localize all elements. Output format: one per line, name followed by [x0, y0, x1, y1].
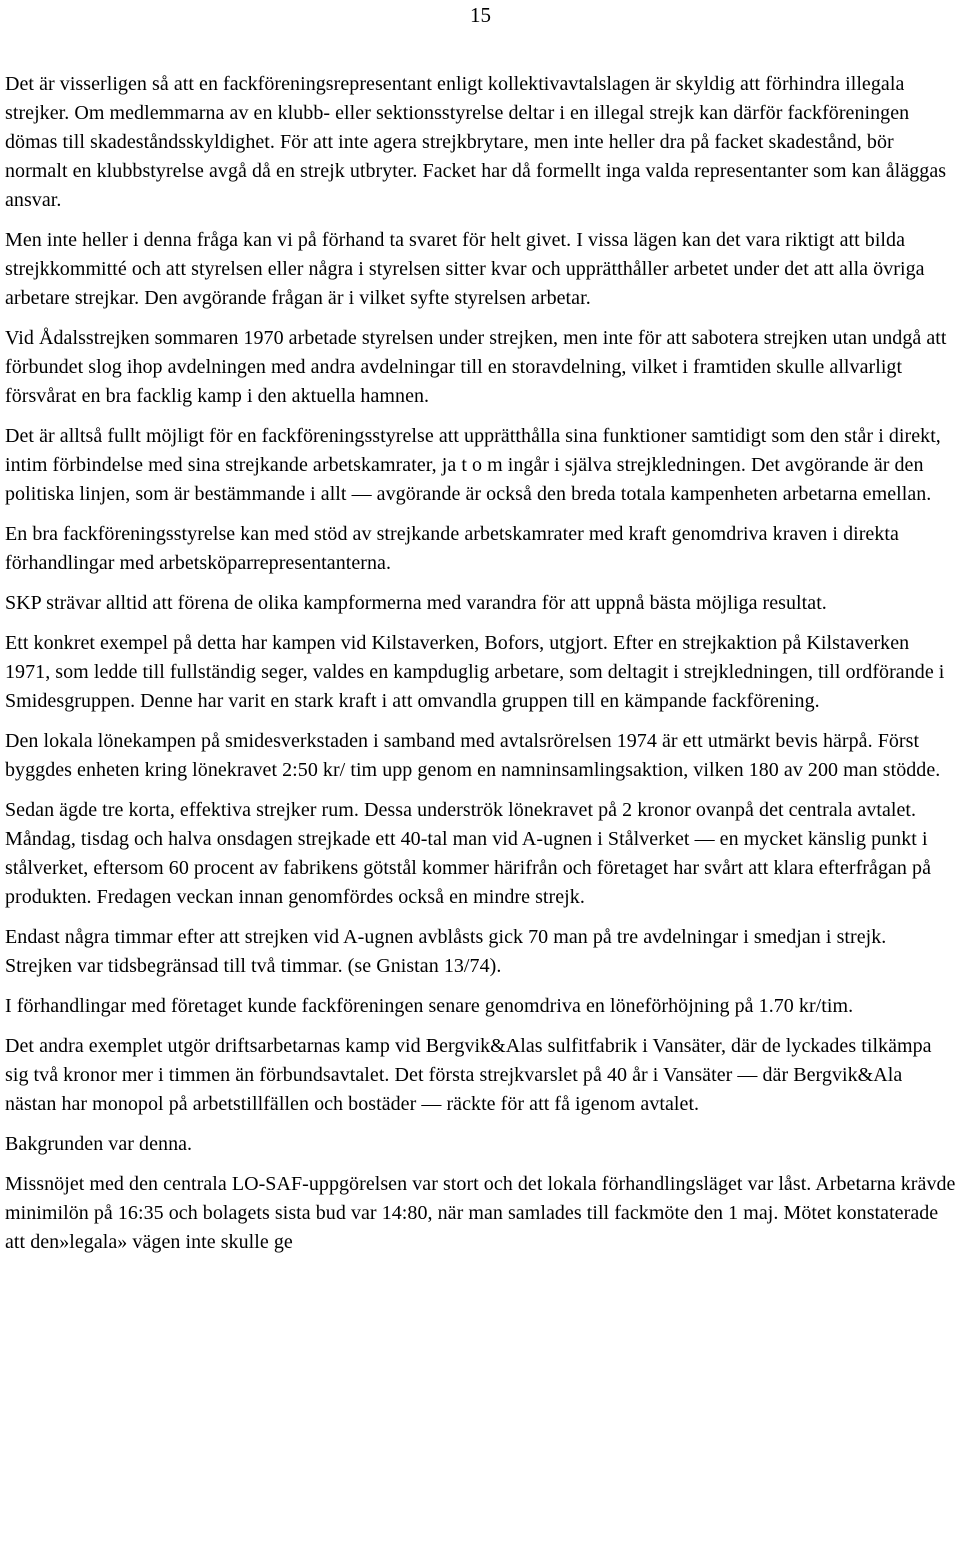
paragraph: SKP strävar alltid att förena de olika kampformerna med varandra för att uppnå bästa möjliga resultat. — [5, 592, 827, 614]
paragraph: Den lokala lönekampen på smidesverkstaden i samband med avtalsrörelsen 1974 är ett utmärkt bevis härpå. Först byggdes enheten kring lönekravet 2:50 kr/ tim upp genom en namninsamlingsaktion, vilken 180 av 200 man stödde. — [5, 730, 941, 781]
paragraph: Ett konkret exempel på detta har kampen vid Kilstaverken, Bofors, utgjort. Efter en strejkaktion på Kilstaverken 1971, som ledde till fullständig seger, valdes en kampduglig arbetare, som deltagit i strejkledningen, till ordförande i Smidesgruppen. Denne har varit en stark kraft i att omvandla gruppen till en kämpande fackförening. — [5, 632, 945, 712]
paragraph: Men inte heller i denna fråga kan vi på förhand ta svaret för helt givet. I vissa lägen kan det vara riktigt att bilda strejkkommitté och att styrelsen eller några i styrelsen sitter kvar och upprätthåller arbetet under det att alla övriga arbetare strejkar. Den avgörande frågan är i vilket syfte styrelsen arbetar. — [5, 229, 925, 309]
paragraph: Det är visserligen så att en fackföreningsrepresentant enligt kollektivavtalslagen är skyldig att förhindra illegala strejker. Om medlemmarna av en klubb- eller sektionsstyrelse deltar i en illegal strejk kan därför fackföreningen dömas till skadeståndsskyldighet. För att inte agera strejkbrytare, men inte heller dra på facket skadestånd, bör normalt en klubbstyrelse avgå då en strejk utbryter. Facket har då formellt inga valda representanter som kan åläggas ansvar. — [5, 73, 947, 211]
page-number: 15 — [470, 3, 491, 27]
paragraph: I förhandlingar med företaget kunde fackföreningen senare genomdriva en löneförhöjning på 1.70 kr/tim. — [5, 995, 854, 1017]
paragraph: Vid Ådalsstrejken sommaren 1970 arbetade styrelsen under strejken, men inte för att sabotera strejken utan undgå att förbundet slog ihop avdelningen med andra avdelningar till en storavdelning, vilket i framtiden skulle allvarligt försvårat en bra facklig kamp i den aktuella hamnen. — [5, 327, 947, 407]
paragraph: Endast några timmar efter att strejken vid A-ugnen avblåsts gick 70 man på tre avdelningar i smedjan i strejk. Strejken var tidsbegränsad till två timmar. (se Gnistan 13/74). — [5, 926, 887, 977]
paragraph: Det är alltså fullt möjligt för en fackföreningsstyrelse att upprätthålla sina funktioner samtidigt som den står i direkt, intim förbindelse med sina strejkande arbetskamrater, ja t o m ingår i själva strejkledningen. Det avgörande är den politiska linjen, som är bestämmande i allt — avgörande är också den breda totala kampenheten arbetarna emellan. — [5, 425, 941, 505]
paragraph: En bra fackföreningsstyrelse kan med stöd av strejkande arbetskamrater med kraft genomdriva kraven i direkta förhandlingar med arbetsköparrepresentanterna. — [5, 523, 899, 574]
document-body — [5, 70, 956, 1268]
paragraph: Missnöjet med den centrala LO-SAF-uppgörelsen var stort och det lokala förhandlingsläget var låst. Arbetarna krävde minimilön på 16:35 och bolagets sista bud var 14:80, när man samlades till fackmöte den 1 maj. Mötet konstaterade att den»legala» vägen inte skulle ge — [5, 1173, 956, 1253]
paragraph: Sedan ägde tre korta, effektiva strejker rum. Dessa underströk lönekravet på 2 kronor ovanpå det centrala avtalet. Måndag, tisdag och halva onsdagen strejkade ett 40-tal man vid A-ugnen i Stålverket — en mycket känslig punkt i stålverket, eftersom 60 procent av fabrikens götstål kommer härifrån och företaget har svårt att klara efterfrågan på produkten. Fredagen veckan innan genomfördes också en mindre strejk. — [5, 799, 931, 908]
paragraph: Det andra exemplet utgör driftsarbetarnas kamp vid Bergvik&Alas sulfitfabrik i Vansäter, där de lyckades tilkämpa sig två kronor mer i timmen än förbundsavtalet. Det första strejkvarslet på 40 år i Vansäter — där Bergvik&Ala nästan har monopol på arbetstillfällen och bostäder — räckte för att få igenom avtalet. — [5, 1035, 932, 1115]
paragraph: Bakgrunden var denna. — [5, 1133, 193, 1155]
